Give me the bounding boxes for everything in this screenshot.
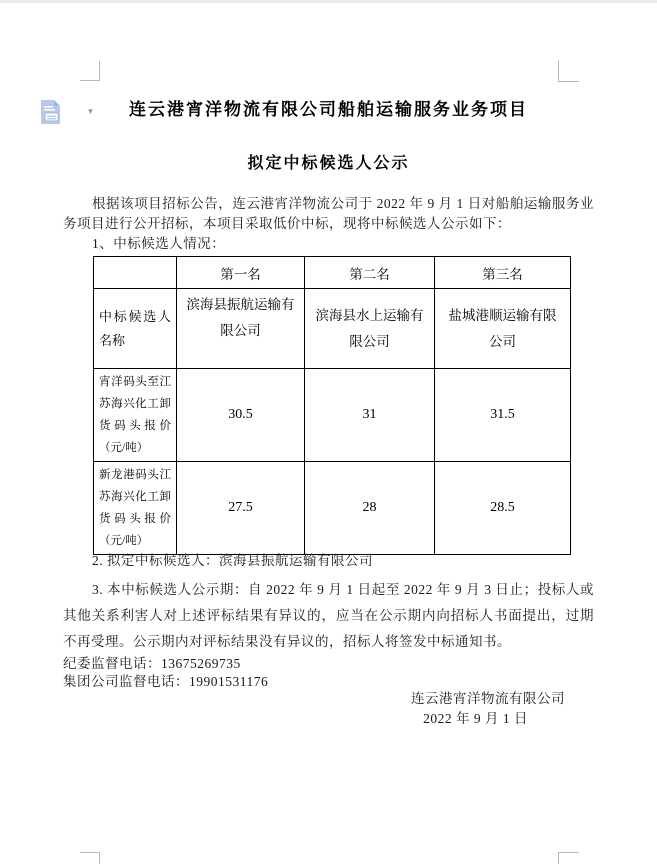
discipline-phone-line: 纪委监督电话：13675269735: [63, 656, 241, 671]
cell-candidate-1: 滨海县振航运输有限公司: [177, 289, 305, 369]
signature-date-text: 2022 年 9 月 1 日: [423, 711, 528, 726]
cell-xinlonggang-price-1: 27.5: [177, 462, 305, 555]
cell-xiaoyang-price-1: 30.5: [177, 369, 305, 462]
list-item-3: 3. 本中标候选人公示期：自 2022 年 9 月 1 日起至 2022 年 9 月 3 日止；投标人或其他关系利害人对上述评标结果有异议的，应当在公示期内向招标人书面提出，过期不再受理。公示期内对评标结果没有异议的，招标人将签发中标通知书。: [63, 582, 594, 649]
list-item-2: 2. 拟定中标候选人：滨海县振航运输有限公司: [92, 553, 373, 568]
document-title: 连云港宵洋物流有限公司船舶运输服务业务项目: [129, 100, 528, 119]
header-cell-first: 第一名: [177, 257, 305, 289]
row-label-xiaoyang-price: 宵洋码头至江苏海兴化工卸货码头报价（元/吨）: [94, 369, 177, 462]
cell-candidate-2: 滨海县水上运输有限公司: [305, 289, 435, 369]
header-cell-second: 第二名: [305, 257, 435, 289]
cell-xiaoyang-price-3: 31.5: [435, 369, 571, 462]
table-row-candidate-names: [94, 289, 571, 369]
text-boundary-mark-top-left: [80, 61, 100, 81]
signature-company-text: 连云港宵洋物流有限公司: [411, 691, 565, 706]
row-label-xinlonggang-price: 新龙港码头江苏海兴化工卸货码头报价（元/吨）: [94, 462, 177, 555]
text-boundary-mark-bottom-left: [80, 852, 100, 864]
table-row-xiaoyang-price: [94, 369, 571, 462]
text-boundary-mark-bottom-right: [558, 852, 579, 864]
window-top-border: [0, 0, 657, 3]
group-phone-line: 集团公司监督电话：19901531176: [63, 674, 269, 689]
signature-date: [63, 710, 594, 728]
signature-company: [63, 690, 594, 708]
cell-candidate-3: 盐城港顺运输有限公司: [435, 289, 571, 369]
document-subtitle: 拟定中标候选人公示: [247, 155, 410, 172]
header-cell-empty: [94, 257, 177, 289]
cell-xinlonggang-price-2: 28: [305, 462, 435, 555]
row-label-candidate-name: 中标候选人名称: [94, 289, 177, 369]
header-cell-third: 第三名: [435, 257, 571, 289]
cell-xinlonggang-price-3: 28.5: [435, 462, 571, 555]
text-boundary-mark-top-right: [558, 60, 579, 82]
intro-section: [63, 194, 594, 254]
candidates-table: [93, 256, 571, 555]
intro-paragraph: 根据该项目招标公告，连云港宵洋物流公司于 2022 年 9 月 1 日对船舶运输服务业务项目进行公开招标，本项目采取低价中标，现将中标候选人公示如下：: [63, 196, 594, 231]
table-header-row: [94, 257, 571, 289]
cell-xiaoyang-price-2: 31: [305, 369, 435, 462]
chevron-down-icon[interactable]: ▾: [88, 107, 93, 117]
list-item-1: 1、中标候选人情况：: [92, 236, 226, 251]
table-row-xinlonggang-price: [94, 462, 571, 555]
